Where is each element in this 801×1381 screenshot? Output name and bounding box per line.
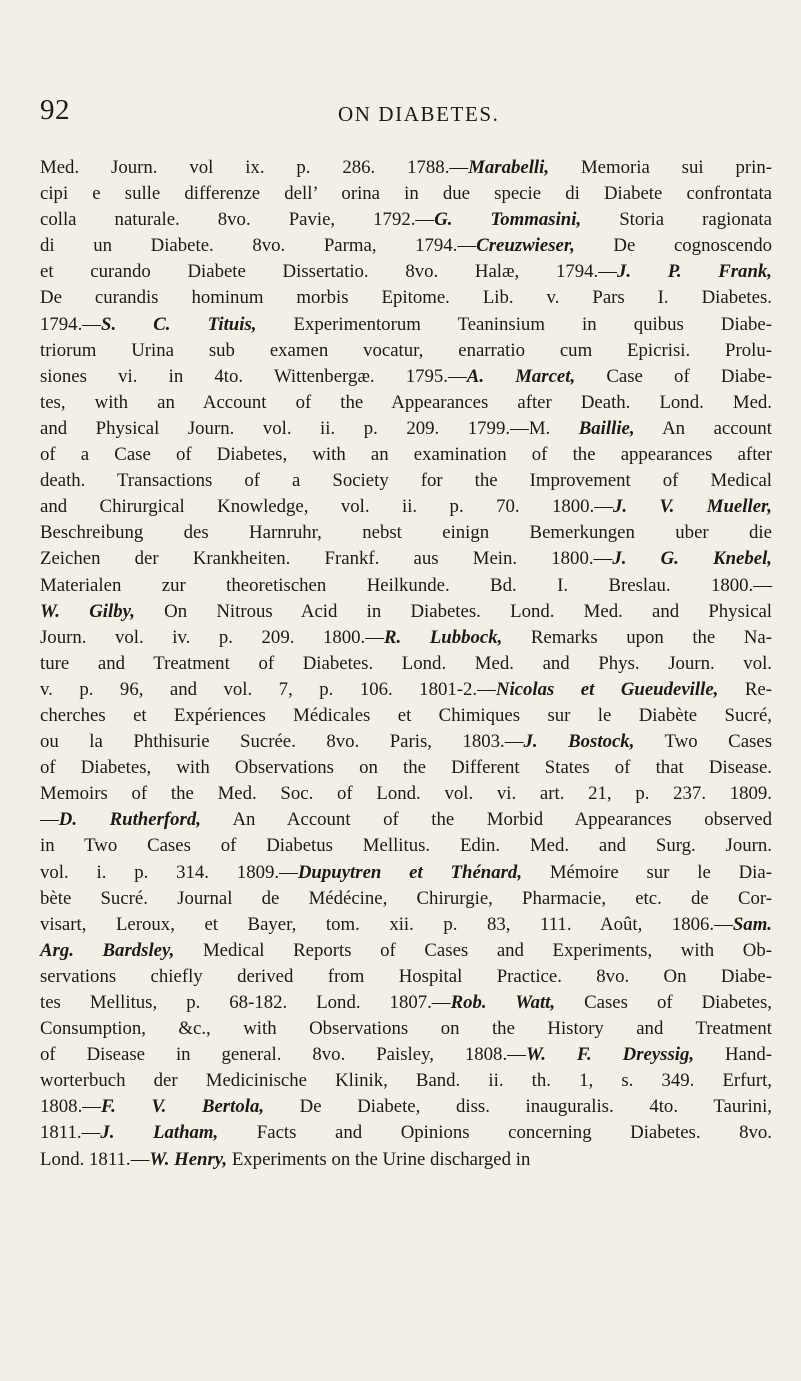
author-name: A. Marcet, <box>466 365 576 387</box>
text-segment: An Account of the Morbid Appearances observed <box>200 809 772 831</box>
text-line <box>40 1120 772 1146</box>
author-name: G. Tommasini, <box>434 209 582 231</box>
text-segment: Med. Journ. vol ix. p. 286. 1788.— <box>40 157 469 178</box>
text-line <box>40 755 772 781</box>
text-line <box>40 860 772 886</box>
running-title: ON DIABETES. <box>338 102 500 126</box>
text-segment: Beschreibung des Harnruhr, nebst einign Bemerkungen uber die <box>40 522 772 544</box>
text-line <box>40 599 772 625</box>
text-line <box>40 1016 772 1042</box>
text-line <box>40 573 772 599</box>
text-segment: and Physical Journ. vol. ii. p. 209. 1799.—M. <box>40 417 579 439</box>
author-name: Creuzwieser, <box>476 235 575 257</box>
text-line <box>40 468 772 494</box>
text-line <box>40 1094 772 1120</box>
text-line <box>40 416 772 442</box>
author-name: F. V. Bertola, <box>101 1096 265 1118</box>
text-segment: 1808.— <box>40 1096 102 1118</box>
text-line <box>40 729 772 755</box>
text-line <box>40 781 772 807</box>
author-name: J. G. Knebel, <box>612 548 772 570</box>
text-segment: De cognoscendo <box>574 235 773 257</box>
text-segment: triorum Urina sub examen vocatur, enarratio cum Epicrisi. Prolu- <box>40 339 772 361</box>
author-name: D. Rutherford, <box>58 809 201 831</box>
bibliography-text <box>40 155 772 1173</box>
text-segment: et curando Diabete Dissertatio. 8vo. Halæ, 1794.— <box>40 261 617 283</box>
text-segment: Case of Diabe- <box>575 365 772 387</box>
text-segment: of Disease in general. 8vo. Paisley, 1808.— <box>40 1044 526 1066</box>
text-segment: — <box>40 809 59 831</box>
text-segment: Remarks upon the Na- <box>502 626 772 648</box>
author-name: Baillie, <box>578 417 635 439</box>
text-segment: De curandis hominum morbis Epitome. Lib. v. Pars I. Diabetes. <box>40 287 772 309</box>
text-line <box>40 312 772 338</box>
text-line <box>40 285 772 311</box>
text-segment: tes, with an Account of the Appearances after Death. Lond. Med. <box>40 391 772 413</box>
text-line <box>40 677 772 703</box>
author-name: W. Gilby, <box>40 600 135 622</box>
text-segment: Cases of Diabetes, <box>555 992 773 1013</box>
text-segment: of Diabetes, with Observations on the Different States of that Disease. <box>40 757 772 779</box>
text-line <box>40 259 772 285</box>
page-number: 92 <box>40 94 70 126</box>
text-segment: Memoria sui prin- <box>549 157 772 178</box>
text-line <box>40 912 772 938</box>
text-segment: Re- <box>718 678 772 700</box>
author-name: W. Henry, <box>149 1148 228 1170</box>
text-line <box>40 155 772 181</box>
text-line <box>40 546 772 572</box>
text-segment: On Nitrous Acid in Diabetes. Lond. Med. and Physical <box>134 600 772 622</box>
text-segment: visart, Leroux, et Bayer, tom. xii. p. 83, 111. Août, 1806.— <box>40 913 733 935</box>
author-name: Dupuytren et Thénard, <box>297 861 523 883</box>
text-line <box>40 338 772 364</box>
text-segment: Mémoire sur le Dia- <box>522 861 772 883</box>
text-line <box>40 364 772 390</box>
text-segment: colla naturale. 8vo. Pavie, 1792.— <box>40 209 435 231</box>
text-segment: Facts and Opinions concerning Diabetes. 8vo. <box>218 1122 772 1144</box>
text-line <box>40 494 772 520</box>
text-segment: 1811.— <box>40 1122 101 1144</box>
text-segment: Storia ragionata <box>581 209 772 231</box>
text-segment: worterbuch der Medicinische Klinik, Band. ii. th. 1, s. 349. Erfurt, <box>40 1070 772 1092</box>
text-segment: Zeichen der Krankheiten. Frankf. aus Mein. 1800.— <box>40 548 613 570</box>
text-line <box>40 651 772 677</box>
text-line <box>40 703 772 729</box>
text-segment: cipi e sulle differenze dell’ orina in due specie di Diabete confrontata <box>40 183 772 205</box>
text-segment: of a Case of Diabetes, with an examination of the appearances after <box>40 444 772 466</box>
text-line <box>40 520 772 546</box>
text-line <box>40 938 772 964</box>
text-segment: Experimentorum Teaninsium in quibus Diabe- <box>256 313 772 335</box>
text-line <box>40 1042 772 1068</box>
text-line <box>40 1147 772 1173</box>
text-segment: An account <box>634 417 772 439</box>
text-segment: De Diabete, diss. inauguralis. 4to. Taurini, <box>264 1096 772 1118</box>
text-segment: Materialen zur theoretischen Heilkunde. Bd. I. Breslau. 1800.— <box>40 574 772 596</box>
author-name: Nicolas et Gueudeville, <box>495 678 719 700</box>
text-segment: ture and Treatment of Diabetes. Lond. Med. and Phys. Journ. vol. <box>40 652 772 674</box>
text-line <box>40 442 772 468</box>
text-line <box>40 964 772 990</box>
author-name: S. C. Tituis, <box>101 313 257 335</box>
author-name: W. F. Dreyssig, <box>525 1044 695 1066</box>
text-segment: di un Diabete. 8vo. Parma, 1794.— <box>40 235 477 257</box>
text-segment: Lond. 1811.— <box>40 1148 150 1170</box>
text-line <box>40 390 772 416</box>
author-name: J. V. Mueller, <box>613 496 772 518</box>
text-segment: tes Mellitus, p. 68-182. Lond. 1807.— <box>40 992 451 1013</box>
text-segment: Memoirs of the Med. Soc. of Lond. vol. vi. art. 21, p. 237. 1809. <box>40 783 772 805</box>
author-name: Marabelli, <box>468 157 550 178</box>
text-line <box>40 207 772 233</box>
author-name: J. Latham, <box>100 1122 219 1144</box>
text-line <box>40 233 772 259</box>
text-segment: Experiments on the Urine discharged in <box>227 1148 531 1170</box>
text-segment: siones vi. in 4to. Wittenbergæ. 1795.— <box>40 365 467 387</box>
text-segment: Two Cases <box>634 731 773 753</box>
text-line <box>40 833 772 859</box>
text-segment: ou la Phthisurie Sucrée. 8vo. Paris, 1803.— <box>40 731 524 753</box>
text-segment: 1794.— <box>40 313 102 335</box>
text-line <box>40 1068 772 1094</box>
text-segment: Medical Reports of Cases and Experiments, with Ob- <box>174 939 772 961</box>
text-segment: in Two Cases of Diabetus Mellitus. Edin. Med. and Surg. Journ. <box>40 835 772 857</box>
text-line <box>40 807 772 833</box>
text-line <box>40 181 772 207</box>
text-line <box>40 886 772 912</box>
text-segment: Journ. vol. iv. p. 209. 1800.— <box>40 626 385 648</box>
text-segment: servations chiefly derived from Hospital Practice. 8vo. On Diabe- <box>40 965 772 987</box>
text-line <box>40 990 772 1016</box>
author-name: R. Lubbock, <box>384 626 503 648</box>
text-segment: v. p. 96, and vol. 7, p. 106. 1801-2.— <box>40 678 496 700</box>
page-header <box>0 92 801 132</box>
author-name: Arg. Bardsley, <box>40 939 175 961</box>
text-segment: Hand- <box>694 1044 772 1066</box>
text-segment: Consumption, &c., with Observations on the History and Treatment <box>40 1018 772 1040</box>
text-segment: bète Sucré. Journal de Médécine, Chirurgie, Pharmacie, etc. de Cor- <box>40 887 772 909</box>
author-name: J. Bostock, <box>523 731 635 753</box>
text-segment: vol. i. p. 314. 1809.— <box>40 861 298 883</box>
author-name: Sam. <box>732 913 772 935</box>
author-name: J. P. Frank, <box>616 261 772 283</box>
author-name: Rob. Watt, <box>450 992 556 1013</box>
text-segment: cherches et Expériences Médicales et Chimiques sur le Diabète Sucré, <box>40 704 772 726</box>
text-segment: and Chirurgical Knowledge, vol. ii. p. 70. 1800.— <box>40 496 614 518</box>
text-segment: death. Transactions of a Society for the Improvement of Medical <box>40 470 772 492</box>
text-line <box>40 625 772 651</box>
